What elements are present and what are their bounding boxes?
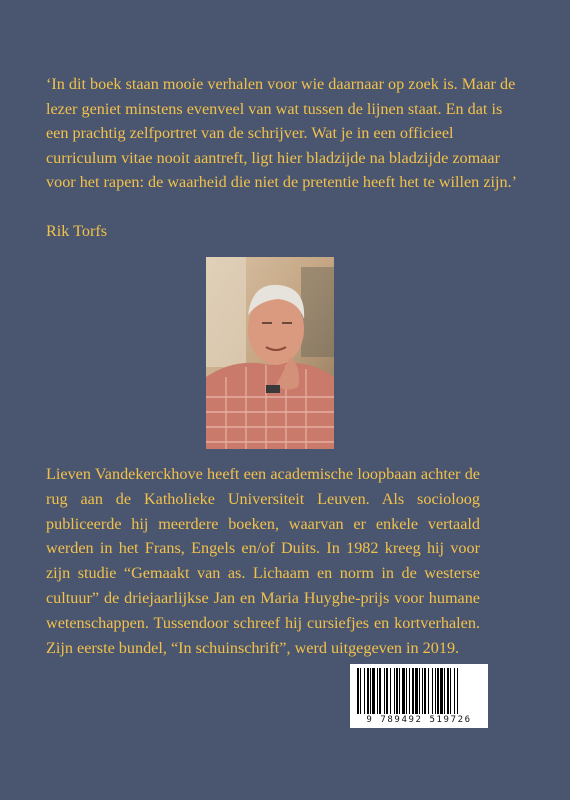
barcode-bars (355, 668, 483, 714)
isbn-barcode (350, 664, 488, 728)
quote-author: Rik Torfs (46, 222, 108, 240)
isbn-number: 9 789492 519726 (366, 715, 472, 725)
blurb-quote: ‘In dit boek staan mooie verhalen voor wie daarnaar op zoek is. Maar de lezer geniet minstens evenveel van wat tussen de lijnen staat. En dat is een prachtig zelfportret van de schrijver. Wat je in een officieel curriculum vitae nooit aantreft, ligt hier bladzijde na bladzijde zomaar voor het rapen: de waarheid die niet de pretentie heeft het te willen zijn.’ (46, 75, 518, 191)
author-bio: Lieven Vandekerckhove heeft een academische loopbaan achter de rug aan de Katholieke Universiteit Leuven. Als socioloog publiceerde hij meerdere boeken, waarvan er enkele vertaald werden in het Frans, Engels en/of Duits. In 1982 kreeg hij voor zijn studie “Gemaakt van as. Lichaam en norm in de westerse cultuur” de driejaarlijkse Jan en Maria Huyghe-prijs voor humane wetenschappen. Tussendoor schreef hij cursiefjes en kortverhalen. Zijn eerste bundel, “In schuinschrift”, werd uitgegeven in 2019. (46, 465, 480, 657)
author-photo (206, 257, 334, 449)
